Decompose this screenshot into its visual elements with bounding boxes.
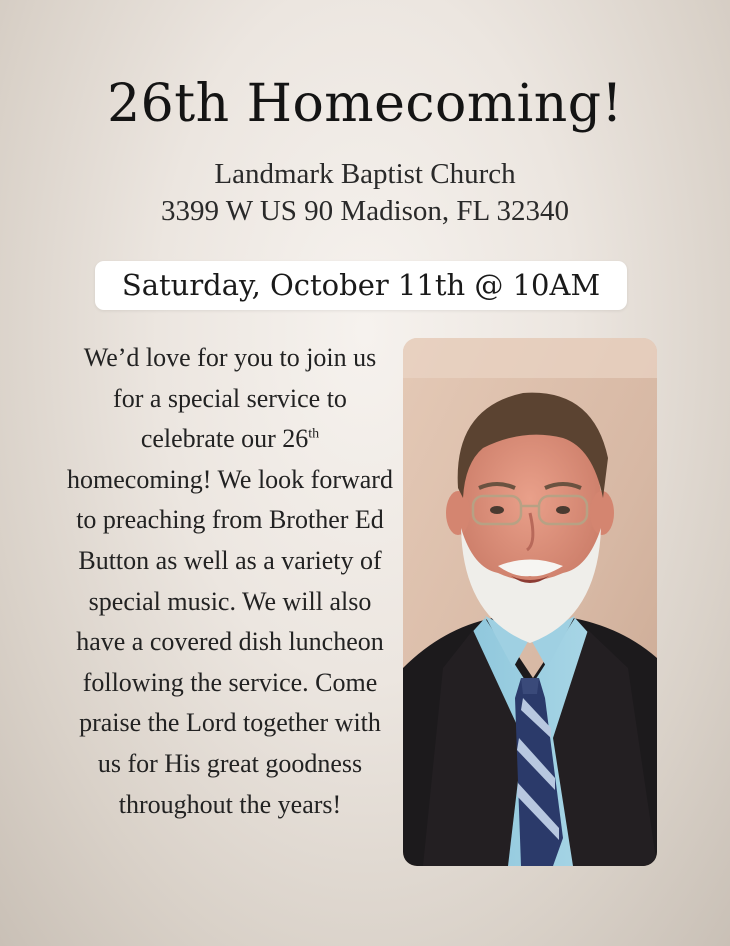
invitation-text xyxy=(66,338,394,825)
ordinal-superscript: th xyxy=(308,426,320,442)
invitation-text-part1: We’d love for you to join us for a special service to celebrate our 26 xyxy=(83,343,377,454)
church-name: Landmark Baptist Church xyxy=(214,158,516,190)
church-address: 3399 W US 90 Madison, FL 32340 xyxy=(161,195,569,227)
speaker-portrait-icon xyxy=(403,338,657,866)
speaker-photo xyxy=(403,338,657,866)
date-time-banner xyxy=(95,261,627,310)
invitation-text-part2: homecoming! We look forward to preaching from Brother Ed Button as well as a variety of special music. We will also have a covered dish luncheon following the service. Come praise the Lord together with us for His great goodness throughout the years! xyxy=(67,464,393,819)
page-title: 26th Homecoming! xyxy=(107,74,623,134)
date-time-text: Saturday, October 11th @ 10AM xyxy=(121,268,601,302)
